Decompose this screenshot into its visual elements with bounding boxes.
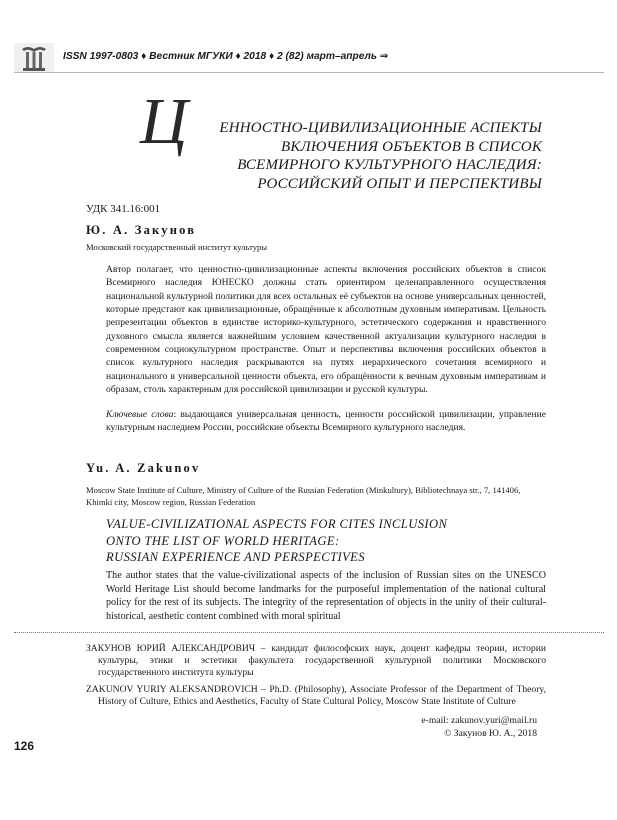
author-bio-ru: ЗАКУНОВ ЮРИЙ АЛЕКСАНДРОВИЧ – кандидат философских наук, доцент кафедры теории, истории культуры, этики и эстетики факультета государственной культурной политики Московского государственного института культуры <box>86 643 546 679</box>
title-initial: Ц <box>140 85 188 158</box>
affiliation-en: Moscow State Institute of Culture, Ministry of Culture of the Russian Federation (Minkultury), Bibliotechnaya str., 7, 141406, Khimki city, Moscow region, Russian Federation <box>86 485 521 507</box>
title-en-line: VALUE-CIVILIZATIONAL ASPECTS FOR CITES INCLUSION <box>106 517 448 531</box>
author-name-ru: Ю. А. Закунов <box>86 223 197 237</box>
keywords-label: Ключевые слова <box>106 409 174 420</box>
header-divider <box>14 72 604 73</box>
page-number: 126 <box>14 739 35 753</box>
title-line: РОССИЙСКИЙ ОПЫТ И ПЕРСПЕКТИВЫ <box>257 175 542 192</box>
keywords-text: : выдающаяся универсальная ценность, ценности российской цивилизации, управление культурным наследием России, российские объекты Всемирного культурного наследия. <box>106 409 546 434</box>
footnote-divider <box>14 632 604 633</box>
journal-header: ISSN 1997-0803 ♦ Вестник МГУКИ ♦ 2018 ♦ 2 (82) март–апрель ⇒ <box>63 51 389 62</box>
article-title-en <box>106 516 546 566</box>
journal-logo-icon <box>14 43 54 73</box>
abstract-ru: Автор полагает, что ценностно-цивилизационные аспекты включения российских объектов в список Всемирного наследия ЮНЕСКО должны стать ориентиром целенаправленного осуществления национальной культурной политики для всех остальных её субъектов на основе универсальных ценностей, которые предстают как цивилизационные, обращённые к абсолютным духовным императивам. Цельность репрезентации объектов в единстве историко-культурного, эстетического содержания и нравственного духовного смысла является важнейшим условием качественной актуализации культурного наследия в современном социокультурном пространстве. Опыт и перспективы включения российских объектов в список культурного наследия раскрываются на путях иерархического сочетания всемирного и национального в универсальной ценности объекта, его обращённости к вечным духовным императивам и образам, столь характерным для российской цивилизации и русской культуры. <box>106 264 546 396</box>
title-en-line: ONTO THE LIST OF WORLD HERITAGE: <box>106 533 340 548</box>
title-line: ВСЕМИРНОГО КУЛЬТУРНОГО НАСЛЕДИЯ: <box>237 157 542 173</box>
author-bio-en: ZAKUNOV YURIY ALEKSANDROVICH – Ph.D. (Philosophy), Associate Professor of the Department of Theory, History of Culture, Ethics and Aesthetics, Faculty of State Cultural Policy, Moscow State Institute of Culture <box>86 684 546 708</box>
abstract-en: The author states that the value-civilizational aspects of the inclusion of Russian sites on the UNESCO World Heritage List should become landmarks for the purposeful implementation of the national cultural policy for the rest of its subjects. The integrity of the representation of objects in the unity of their cultural-historical, aesthetic content combined with moral spiritual <box>106 570 546 622</box>
keywords-ru <box>106 408 546 435</box>
article-title-ru <box>190 119 542 193</box>
udk-code: УДК 341.16:001 <box>86 203 161 215</box>
title-line: ЕННОСТНО-ЦИВИЛИЗАЦИОННЫЕ АСПЕКТЫ <box>219 120 542 136</box>
title-line: ВКЛЮЧЕНИЯ ОБЪЕКТОВ В СПИСОК <box>281 138 542 155</box>
author-name-en: Yu. A. Zakunov <box>86 461 201 475</box>
title-en-line: RUSSIAN EXPERIENCE AND PERSPECTIVES <box>106 550 365 564</box>
author-email[interactable]: e-mail: zakunov.yuri@mail.ru <box>421 715 537 726</box>
copyright: © Закунов Ю. А., 2018 <box>444 728 537 739</box>
affiliation-ru: Московский государственный институт культуры <box>86 242 268 252</box>
